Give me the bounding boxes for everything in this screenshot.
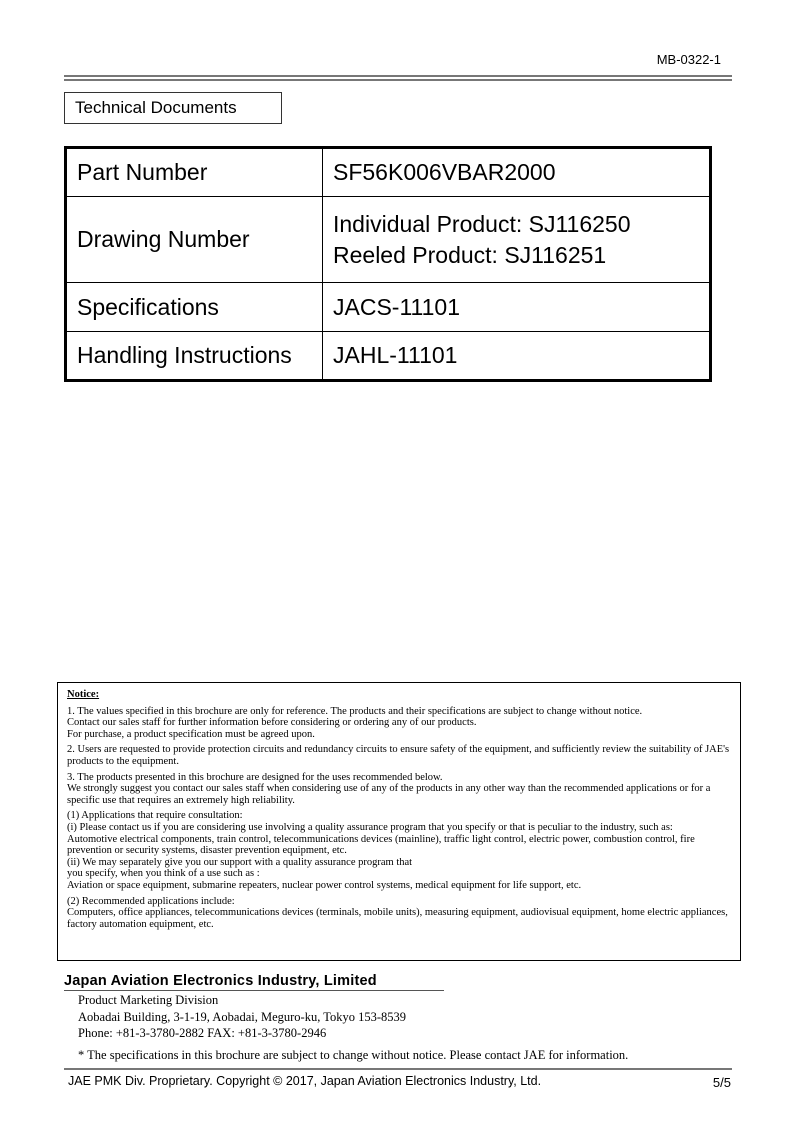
notice-box [57,682,741,961]
company-address-block [78,992,406,1042]
page-number: 5/5 [712,1075,731,1090]
part-info-table [64,146,712,382]
header-rule-upper [64,75,732,77]
notice-paragraph [67,744,731,767]
row-value [323,283,711,332]
notice-line: Automotive electrical components, train control, telecommunications devices (mainline), traffic light control, electric power, combustion control, fire prevention or security systems, disaster prevention equipment, etc. [67,833,695,857]
notice-paragraph [67,772,731,807]
table-row [66,332,711,381]
notice-line: We strongly suggest you contact our sales staff when considering use of any of the products in any other way than the recommended applications or for a specific use that requires an extremely high reliability. [67,783,711,806]
notice-paragraph [67,810,731,891]
value-line: Individual Product: SJ116250 [333,210,631,237]
notice-title: Notice: [67,689,100,700]
footer-rule [64,1068,732,1070]
technical-documents-tag: Technical Documents [64,92,282,124]
row-value [323,197,711,283]
phone-fax: Phone: +81-3-3780-2882 FAX: +81-3-3780-2946 [78,1026,327,1040]
company-logo-text: Japan Aviation Electronics Industry, Limited [64,973,377,989]
value-line: SF56K006VBAR2000 [333,159,556,185]
notice-line: 2. Users are requested to provide protection circuits and redundancy circuits to ensure safety of the equipment, and sufficiently review the suitability of JAE's products to the equipment. [67,744,730,767]
notice-line: Computers, office appliances, telecommunications devices (terminals, mobile units), measuring equipment, audiovisual equipment, home electric appliances, factory automation equipment, etc. [67,907,728,930]
notice-line: Aviation or space equipment, submarine repeaters, nuclear power control systems, medical equipment for life support, etc. [67,879,582,891]
notice-line: 3. The products presented in this brochure are designed for the uses recommended below. [67,771,443,783]
notice-paragraph [67,896,731,931]
row-label: Specifications [66,283,323,332]
table-row [66,283,711,332]
notice-line: For purchase, a product specification must be agreed upon. [67,728,315,740]
row-label: Part Number [66,148,323,197]
footer-copyright: JAE PMK Div. Proprietary. Copyright © 2017, Japan Aviation Electronics Industry, Ltd. [68,1074,542,1088]
value-line: JAHL-11101 [333,342,458,368]
notice-paragraph [67,706,731,741]
document-code: MB-0322-1 [656,52,721,67]
row-value [323,148,711,197]
table-row [66,148,711,197]
disclaimer: * The specifications in this brochure are subject to change without notice. Please contact JAE for information. [78,1048,629,1062]
row-label: Drawing Number [66,197,323,283]
address: Aobadai Building, 3-1-19, Aobadai, Meguro-ku, Tokyo 153-8539 [78,1009,407,1024]
notice-line: (i) Please contact us if you are considering use involving a quality assurance program that you specify or that is peculiar to the industry, such as: [67,821,673,833]
notice-line: (ii) We may separately give you our support with a quality assurance program that [67,856,413,868]
header-rule-lower [64,79,732,81]
notice-line: Contact our sales staff for further information before considering or ordering any of our products. [67,717,477,729]
value-line: JACS-11101 [333,293,460,320]
row-value [323,332,711,381]
notice-line: (2) Recommended applications include: [67,895,235,907]
notice-line: 1. The values specified in this brochure are only for reference. The products and their specifications are subject to change without notice. [67,705,643,717]
notice-line: (1) Applications that require consultation: [67,810,243,822]
row-label: Handling Instructions [66,332,323,381]
notice-line: you specify, when you think of a use such as : [67,868,260,880]
company-underline [64,990,444,991]
division: Product Marketing Division [78,993,219,1007]
value-line: Reeled Product: SJ116251 [333,241,607,268]
table-row [66,197,711,283]
